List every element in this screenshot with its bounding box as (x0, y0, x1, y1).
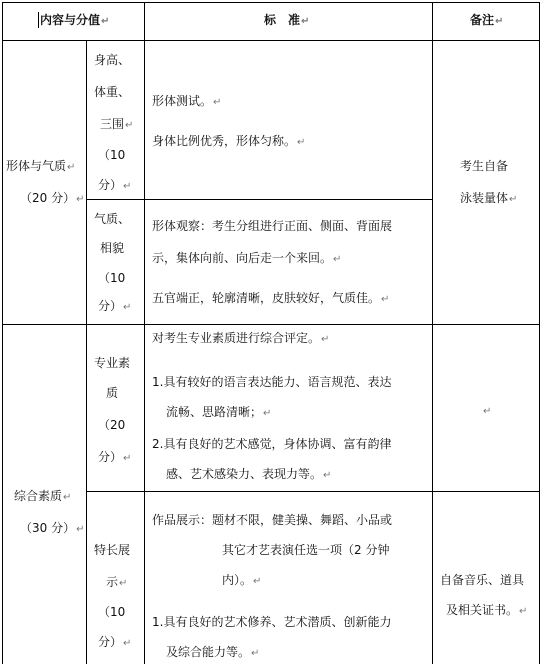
header-remark: 备注↵ (470, 13, 504, 27)
standard-line: 形体测试。↵ (152, 94, 222, 108)
standard-line: 内）。↵ (222, 573, 262, 587)
sub-item-score: （20 (98, 418, 126, 432)
border-col-2 (144, 2, 145, 664)
section1-label: 形体与气质↵ (6, 159, 76, 173)
sub-item-label: 气质、 (94, 212, 131, 226)
standard-line: 身体比例优秀，形体匀称。↵ (152, 134, 306, 148)
standard-line: 五官端正，轮廓清晰，皮肤较好，气质佳。↵ (152, 291, 390, 305)
border-left (2, 2, 3, 664)
standard-line: 对考生专业素质进行综合评定。↵ (152, 331, 330, 345)
remark-empty: ↵ (483, 406, 492, 417)
sub-item-score: 分）↵ (98, 178, 132, 192)
sub-item-label: 质 (106, 386, 119, 400)
sub-item-score: 分）↵ (98, 635, 132, 649)
remark-text: 自备音乐、道具 (440, 573, 525, 587)
border-top (2, 2, 540, 3)
standard-line: 形体观察：考生分组进行正面、侧面、背面展 (152, 219, 393, 233)
text-cursor (38, 12, 39, 28)
sub-item-label: 身高、 (94, 53, 131, 67)
remark-text: 考生自备 (460, 159, 509, 173)
border-section-divider (2, 324, 540, 325)
sub-item-score: （10 (98, 605, 126, 619)
section2-score: （30 分）↵ (20, 521, 85, 535)
header-content: 内容与分值↵ (40, 13, 110, 27)
border-col-3 (432, 2, 433, 664)
standard-line: 1.具有良好的艺术修养、艺术潜质、创新能力 (152, 615, 392, 629)
sub-item-label: 特长展 (94, 543, 131, 557)
standard-line: 其它才艺表演任选一项（2 分钟 (222, 543, 390, 557)
sub-item-score: 分）↵ (98, 450, 132, 464)
sub-item-label: 专业素 (94, 356, 131, 370)
standard-line: 作品展示：题材不限，健美操、舞蹈、小品或 (152, 513, 393, 527)
header-standard: 标 准↵ (264, 13, 310, 27)
section1-score: （20 分）↵ (20, 191, 85, 205)
standard-line: 感、艺术感染力、表现力等。↵ (166, 467, 332, 481)
sub-item-score: （10 (98, 148, 126, 162)
remark-text: 泳装量体↵ (460, 191, 518, 205)
standard-line: 及综合能力等。↵ (166, 645, 260, 659)
sub-item-label: 三围↵ (100, 117, 134, 131)
border-right (539, 2, 540, 664)
border-header-bottom (2, 40, 540, 41)
sub-item-score: 分）↵ (98, 299, 132, 313)
standard-line: 1.具有较好的语言表达能力、语言规范、表达 (152, 375, 392, 389)
standard-line: 2.具有良好的艺术感觉，身体协调、富有韵律 (152, 437, 392, 451)
standard-line: 流畅、思路清晰；↵ (166, 405, 272, 419)
border-sub-divider-2 (86, 491, 540, 492)
sub-item-label: 相貌 (100, 241, 125, 255)
standard-line: 示，集体向前、向后走一个来回。↵ (152, 251, 342, 265)
remark-text: 及相关证书。↵ (446, 603, 528, 617)
border-col-1 (86, 40, 87, 664)
section2-label: 综合素质↵ (14, 489, 72, 503)
sub-item-score: （10 (98, 271, 126, 285)
sub-item-label: 示↵ (106, 575, 128, 589)
sub-item-label: 体重、 (94, 85, 131, 99)
border-sub-divider-1 (86, 199, 433, 200)
